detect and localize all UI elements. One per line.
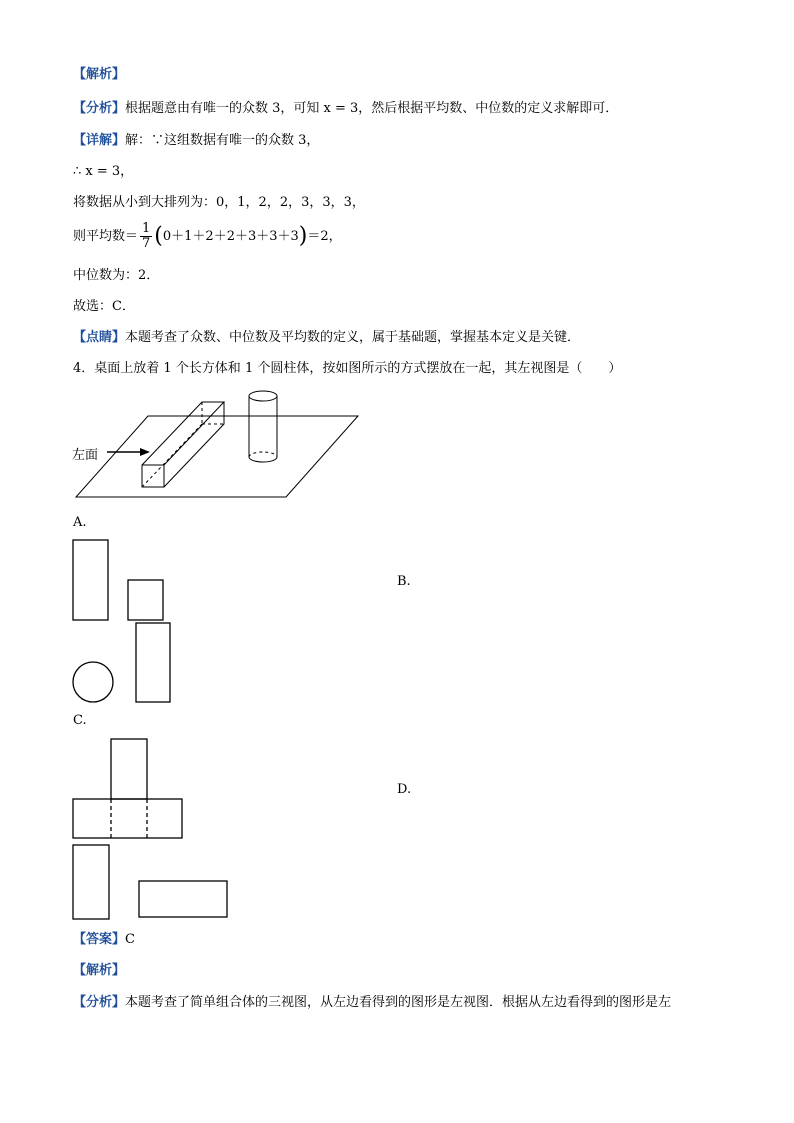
option-d-rectangle-wide: [139, 881, 227, 917]
option-a-label[interactable]: A.: [73, 515, 87, 530]
cylinder: [249, 391, 277, 462]
mean-prefix: 则平均数＝: [73, 229, 139, 244]
sort-line: 将数据从小到大排列为：0，1，2，2，3，3，3，: [73, 195, 365, 210]
median-line: 中位数为：2．: [73, 268, 160, 283]
fenxi-text: 根据题意由有唯一的众数 3，可知 x = 3，然后根据平均数、中位数的定义求解即可．: [125, 101, 619, 116]
option-b-rectangle: [136, 623, 170, 702]
dianjing-text: 本题考查了众数、中位数及平均数的定义，属于基础题，掌握基本定义是关键．: [125, 330, 581, 345]
analysis-heading-2: 【解析】: [73, 963, 126, 978]
left-face-label: 左面: [72, 448, 99, 463]
choice-line: 故选：C．: [73, 299, 135, 314]
left-paren: (: [154, 223, 163, 249]
fraction-numerator: 1: [142, 221, 151, 236]
option-a-figure: [73, 540, 163, 620]
fenxi-label: 【分析】: [73, 101, 126, 116]
analysis-heading: 【解析】: [73, 67, 126, 82]
answer-label: 【答案】: [73, 932, 126, 947]
option-d-figure: [73, 845, 227, 919]
option-a-rectangle: [73, 540, 108, 620]
option-a-square: [128, 580, 163, 620]
therefore-line: ∴ x = 3，: [73, 164, 134, 179]
option-b-circle: [73, 662, 113, 702]
option-c-label[interactable]: C.: [73, 713, 87, 728]
analysis-line-2: [73, 994, 671, 1012]
question-4-stem: 4．桌面上放着 1 个长方体和 1 个圆柱体，按如图所示的方式摆放在一起，其左视图是（ ）: [73, 361, 622, 376]
fenxi-text-2: 本题考查了简单组合体的三视图，从左边看得到的图形是左视图．根据从左边看得到的图形是左: [125, 995, 672, 1010]
table-surface: [76, 416, 358, 497]
fraction-denominator: 7: [142, 236, 151, 251]
option-d-rectangle-tall: [73, 845, 109, 919]
mean-expression: 0＋1＋2＋2＋3＋3＋3: [162, 229, 299, 244]
answer-value: C: [125, 932, 135, 947]
fenxi-label-2: 【分析】: [73, 995, 126, 1010]
right-paren: ): [298, 223, 308, 249]
option-c-figure: [73, 739, 182, 838]
xiangjie-text: 解：∵这组数据有唯一的众数 3，: [125, 133, 320, 148]
answer-line: [73, 931, 135, 949]
xiangjie-label: 【详解】: [73, 133, 126, 148]
option-b-figure: [73, 623, 170, 702]
cuboid: [142, 402, 224, 487]
option-b-label[interactable]: B.: [397, 574, 411, 589]
dianjing-label: 【点睛】: [73, 330, 126, 345]
mean-result: ＝2，: [307, 229, 342, 244]
option-d-label[interactable]: D.: [397, 782, 412, 797]
